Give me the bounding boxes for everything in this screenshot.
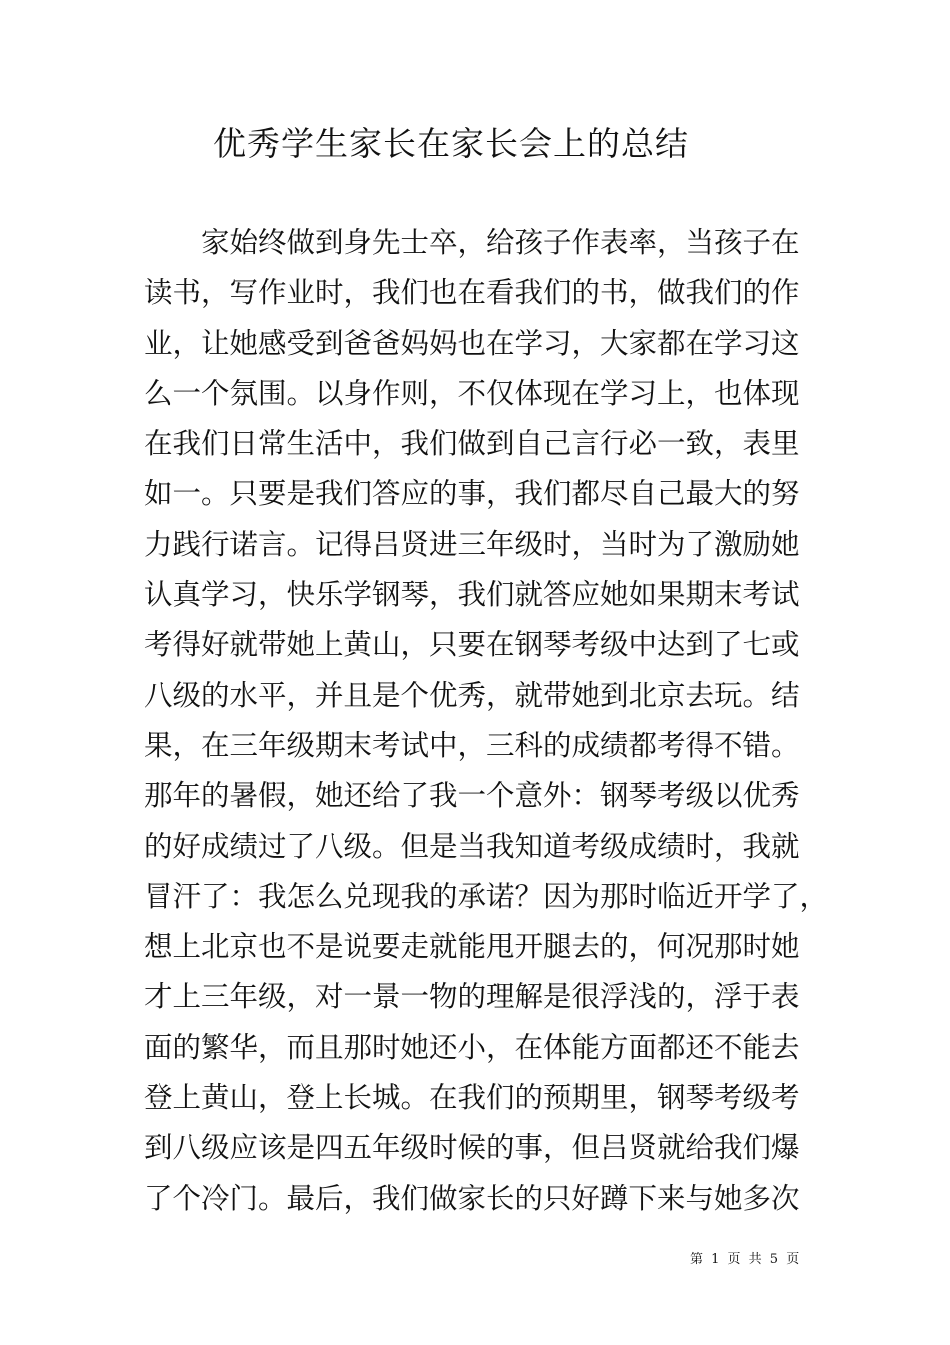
text-line: 家始终做到身先士卒，给孩子作表率，当孩子在 bbox=[144, 226, 800, 259]
text-line: 想上北京也不是说要走就能甩开腿去的，何况那时她 bbox=[144, 930, 800, 964]
text-line: 冒汗了：我怎么兑现我的承诺？因为那时临近开学了， bbox=[144, 879, 829, 913]
text-line: 么一个氛围。以身作则，不仅体现在学习上，也体现 bbox=[144, 376, 800, 410]
text-line: 如一。只要是我们答应的事，我们都尽自己最大的努 bbox=[144, 477, 800, 511]
text-line: 业，让她感受到爸爸妈妈也在学习，大家都在学习这 bbox=[144, 326, 800, 360]
text-line: 面的繁华，而且那时她还小，在体能方面都还不能去 bbox=[144, 1030, 800, 1064]
text-line: 才上三年级，对一景一物的理解是很浮浅的，浮于表 bbox=[144, 980, 800, 1014]
text-line: 力践行诺言。记得吕贤进三年级时，当时为了激励她 bbox=[144, 527, 800, 561]
text-line: 认真学习，快乐学钢琴，我们就答应她如果期末考试 bbox=[144, 578, 800, 612]
text-line: 读书，写作业时，我们也在看我们的书，做我们的作 bbox=[144, 276, 800, 310]
document-title: 优秀学生家长在家长会上的总结 bbox=[213, 124, 689, 163]
text-line: 了个冷门。最后，我们做家长的只好蹲下来与她多次 bbox=[144, 1181, 800, 1215]
body-text bbox=[144, 218, 829, 1224]
text-line: 考得好就带她上黄山，只要在钢琴考级中达到了七或 bbox=[144, 628, 800, 662]
text-line: 登上黄山，登上长城。在我们的预期里，钢琴考级考 bbox=[144, 1081, 800, 1115]
text-line: 八级的水平，并且是个优秀，就带她到北京去玩。结 bbox=[144, 678, 800, 712]
text-line: 果，在三年级期末考试中，三科的成绩都考得不错。 bbox=[144, 728, 800, 762]
text-line: 在我们日常生活中，我们做到自己言行必一致，表里 bbox=[144, 427, 800, 461]
text-line: 到八级应该是四五年级时候的事，但吕贤就给我们爆 bbox=[144, 1131, 800, 1165]
text-line: 那年的暑假，她还给了我一个意外：钢琴考级以优秀 bbox=[144, 779, 800, 813]
page-number: 第 1 页 共 5 页 bbox=[690, 1252, 802, 1267]
text-line: 的好成绩过了八级。但是当我知道考级成绩时，我就 bbox=[144, 829, 800, 863]
